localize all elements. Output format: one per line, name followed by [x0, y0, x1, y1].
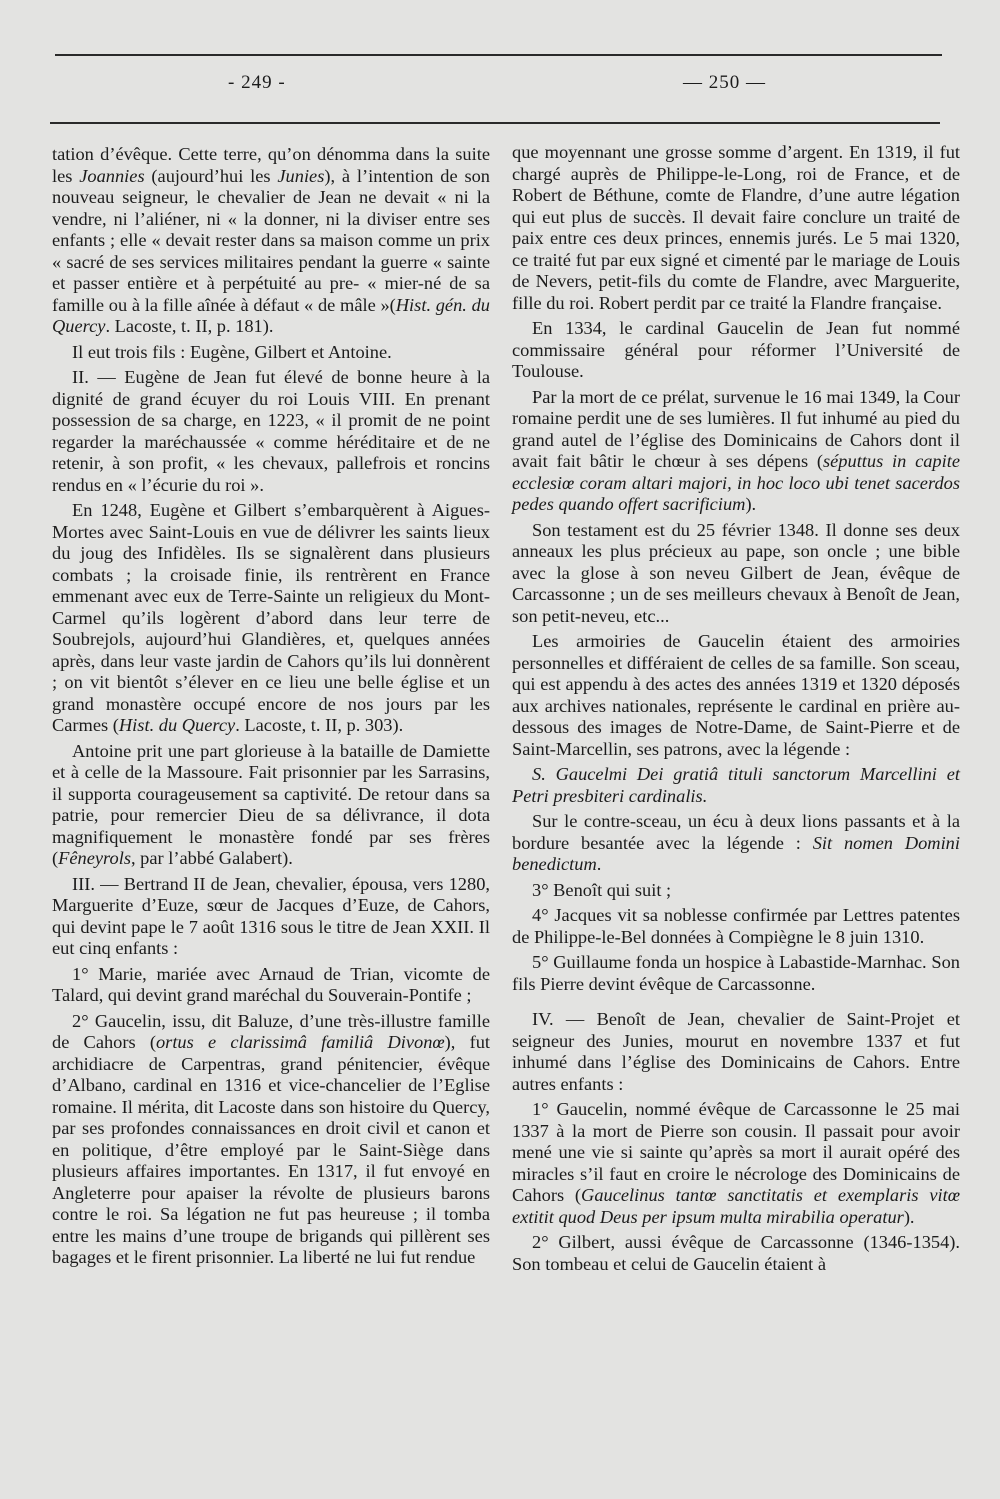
right-page-number: — 250 — — [683, 72, 766, 93]
paragraph: 1° Gaucelin, nommé évêque de Carcassonne le 25 mai 1337 à la mort de Pierre son cousin. Il passait pour avoir mené une vie si sainte qu’après sa mort il aurait opéré des miracles s’il faut en croire le nécrologe des Dominicains de Cahors (Gaucelinus tantœ sanctitatis et exemplaris vitœ extitit quod Deus per ipsum multa mirabilia operatur). — [512, 1099, 960, 1227]
paragraph: IV. — Benoît de Jean, chevalier de Saint-Projet et seigneur des Junies, mourut en novembre 1337 et fut inhumé dans l’église des Dominicains de Cahors. Entre autres enfants : — [512, 1009, 960, 1094]
paragraph: 2° Gilbert, aussi évêque de Carcassonne (1346-1354). Son tombeau et celui de Gaucelin étaient à — [512, 1232, 960, 1274]
paragraph: Par la mort de ce prélat, survenue le 16 mai 1349, la Cour romaine perdit une de ses lumières. Il fut inhumé au pied du grand autel de l’église des Dominicains de Cahors dont il avait fait bâtir le chœur à ses dépens (séputtus in capite ecclesiœ coram altari majori, in hoc loco ubi tenet sacerdos pedes quando offert sacrificium). — [512, 386, 960, 514]
left-column — [52, 144, 490, 1499]
paragraph: Son testament est du 25 février 1348. Il donne ses deux anneaux les plus précieux au pape, son oncle ; une bible avec la glose à son neveu Gilbert de Jean, évêque de Carcassonne ; un de ses meilleurs chevaux à Benoît de Jean, son petit-neveu, etc... — [512, 519, 960, 626]
paragraph: En 1334, le cardinal Gaucelin de Jean fut nommé commissaire général pour réformer l’Université de Toulouse. — [512, 318, 960, 381]
paragraph: 1° Marie, mariée avec Arnaud de Trian, vicomte de Talard, qui devint grand maréchal du Souverain-Pontife ; — [52, 963, 490, 1005]
header-rule-bottom — [50, 122, 940, 124]
right-column — [512, 142, 960, 1499]
paragraph: III. — Bertrand II de Jean, chevalier, épousa, vers 1280, Marguerite d’Euze, sœur de Jacques d’Euze, de Cahors, qui devint pape le 7 août 1316 sous le titre de Jean XXII. Il eut cinq enfants : — [52, 873, 490, 958]
left-page-number: - 249 - — [228, 72, 286, 93]
header-rule-top — [55, 54, 942, 56]
paragraph: tation d’évêque. Cette terre, qu’on dénomma dans la suite les Joannies (aujourd’hui les Junies), à l’intention de son nouveau seigneur, le chevalier de Jean ne devait « ni la vendre, ni l’aliéner, ni « la donner, ni la diviser entre ses enfants ; elle « devait rester dans sa maison comme un prix « sacré de ses services militaires pendant la guerre « sainte et passer entière et à perpétuité au pre- « mier-né de sa famille ou à la fille aînée à défaut « de mâle »(Hist. gén. du Quercy. Lacoste, t. II, p. 181). — [52, 144, 490, 336]
seal-legend: S. Gaucelmi Dei gratiâ tituli sanctorum Marcellini et Petri presbiteri cardinalis. — [512, 764, 960, 806]
paragraph: que moyennant une grosse somme d’argent. En 1319, il fut chargé auprès de Philippe-le-Long, roi de France, et de Robert de Béthune, comte de Flandre, d’une autre légation qui eut plus de succès. Il devait faire conclure un traité de paix entre ces deux princes, ennemis jurés. Le 5 mai 1320, ce traité fut par eux signé et cimenté par le mariage de Louis de Nevers, petit-fils du comte de Flandre, avec Marguerite, fille du roi. Robert perdit par ce traité la Flandre française. — [512, 142, 960, 313]
paragraph: En 1248, Eugène et Gilbert s’embarquèrent à Aigues-Mortes avec Saint-Louis en vue de délivrer les saints lieux du joug des Infidèles. Ils se signalèrent dans plusieurs combats ; la croisade finie, ils rentrèrent en France emmenant avec eux de Terre-Sainte un religieux du Mont-Carmel qu’ils logèrent d’abord dans leur terre de Soubrejols, aujourd’hui Glandières, et, quelques années après, dans leur vaste jardin de Cahors qu’ils lui donnèrent ; on vit bientôt s’élever en ce lieu une belle église et un grand monastère occupé encore de nos jours par les Carmes (Hist. du Quercy. Lacoste, t. II, p. 303). — [52, 500, 490, 735]
paragraph: Antoine prit une part glorieuse à la bataille de Damiette et à celle de la Massoure. Fait prisonnier par les Sarrasins, il supporta courageusement sa captivité. De retour dans sa patrie, pour remercier Dieu de sa délivrance, il dota magnifiquement le monastère fondé par ses frères (Fêneyrols, par l’abbé Galabert). — [52, 740, 490, 868]
paragraph: II. — Eugène de Jean fut élevé de bonne heure à la dignité de grand écuyer du roi Louis VIII. En prenant possession de sa charge, en 1223, « il promit de ne point regarder la maréchaussée « comme héréditaire et de ne retenir, à son profit, « les chevaux, pallefrois et roncins rendus en « l’écurie du roi ». — [52, 367, 490, 495]
paragraph: Les armoiries de Gaucelin étaient des armoiries personnelles et différaient de celles de sa famille. Son sceau, qui est appendu à des actes des années 1319 et 1320 déposés aux archives nationales, représente le cardinal en prière au-dessous des images de Notre-Dame, de Saint-Pierre et de Saint-Marcellin, ses patrons, avec la légende : — [512, 631, 960, 759]
paragraph: 3° Benoît qui suit ; — [532, 879, 672, 900]
paragraph: 4° Jacques vit sa noblesse confirmée par Lettres patentes de Philippe-le-Bel données à Compiègne le 8 juin 1310. — [512, 905, 960, 947]
paragraph: 2° Gaucelin, issu, dit Baluze, d’une très-illustre famille de Cahors (ortus e clarissimâ familiâ Divonœ), fut archidiacre de Carpentras, grand pénitencier, évêque d’Albano, cardinal en 1316 et vice-chancelier de l’Eglise romaine. Il mérita, dit Lacoste dans son histoire du Quercy, par ses profondes connaissances en droit civil et canon et en politique, d’être employé par le Saint-Siège dans plusieurs affaires importantes. En 1317, il fut envoyé en Angleterre pour apaiser la révolte de plusieurs barons contre le roi. Sa légation ne fut pas heureuse ; il tomba entre les mains d’une troupe de brigands qui pillèrent ses bagages et le firent prisonnier. La liberté ne lui fut rendue — [52, 1010, 490, 1267]
paragraph: Sur le contre-sceau, un écu à deux lions passants et à la bordure besantée avec la légende : Sit nomen Domini benedictum. — [512, 811, 960, 874]
paragraph: Il eut trois fils : Eugène, Gilbert et Antoine. — [72, 341, 392, 362]
paragraph: 5° Guillaume fonda un hospice à Labastide-Marnhac. Son fils Pierre devint évêque de Carcassonne. — [512, 952, 960, 994]
